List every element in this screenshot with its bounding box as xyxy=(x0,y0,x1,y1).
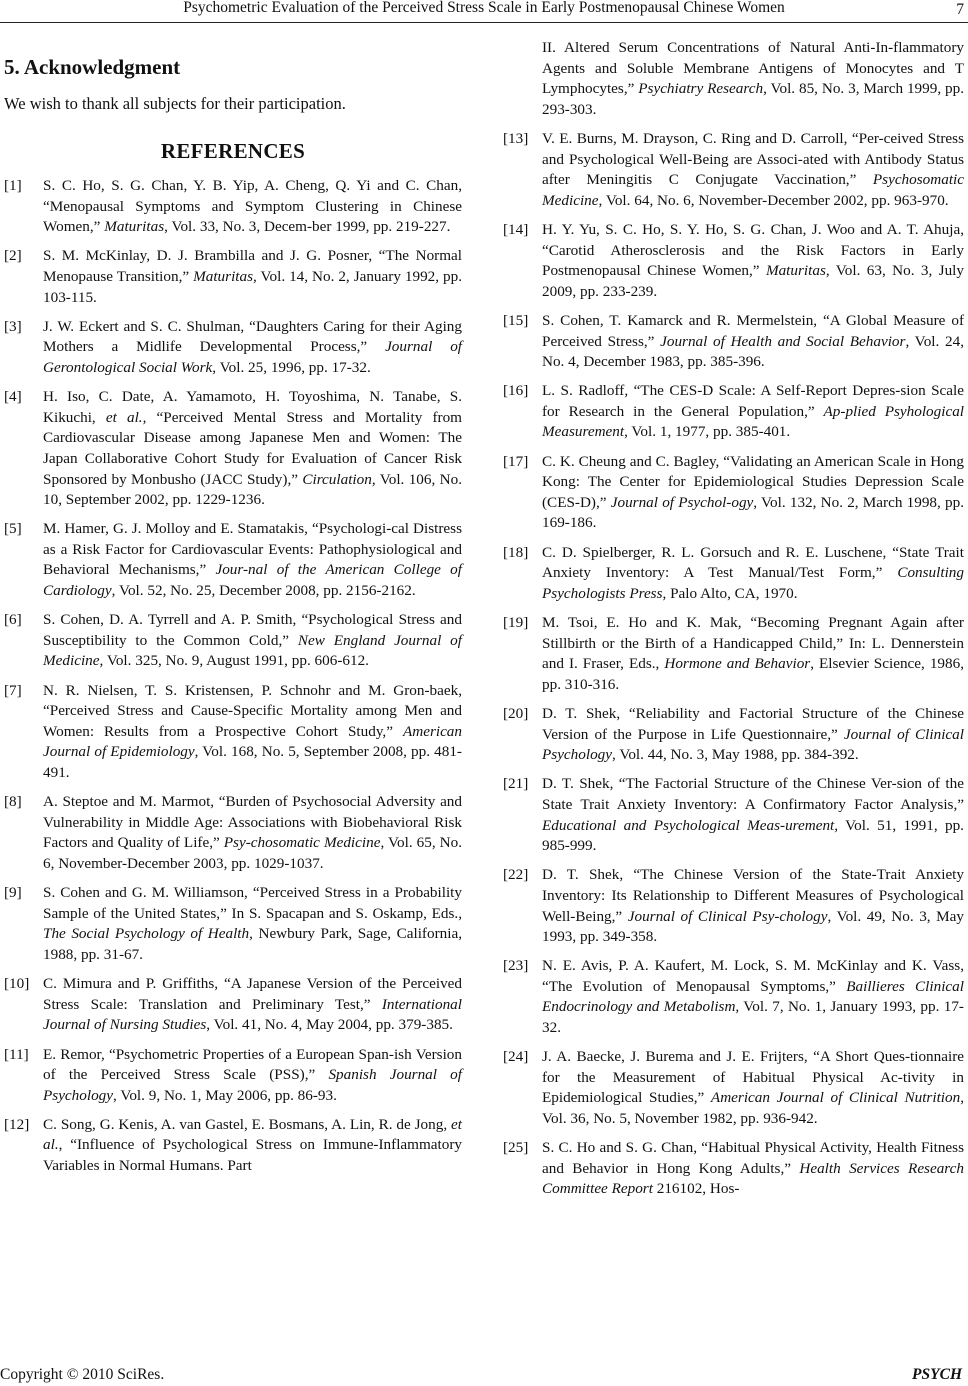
reference-text: , Vol. 106, No. 10, September 2002, pp. 1229-1236. xyxy=(43,470,462,509)
reference-entry xyxy=(4,681,462,784)
reference-number: [12] xyxy=(4,1115,30,1133)
reference-text: N. E. Avis, P. A. Kaufert, M. Lock, S. M. McKinlay and K. Vass, “The Evolution of Menopausal Symptoms,” xyxy=(542,957,964,995)
reference-entry xyxy=(503,865,964,947)
reference-italic-text: Maturitas xyxy=(193,267,254,285)
reference-entry xyxy=(503,129,964,211)
reference-entry xyxy=(4,792,462,874)
acknowledgment-text: We wish to thank all subjects for their participation. xyxy=(4,94,346,113)
reference-italic-text: Hormone and Behavior xyxy=(664,655,811,673)
reference-text: , Vol. 65, No. 6, November-December 2003, pp. 1029-1037. xyxy=(43,834,462,872)
reference-text: , Elsevier Science, 1986, pp. 310-316. xyxy=(542,655,965,693)
reference-number: [13] xyxy=(503,129,529,147)
reference-number: [7] xyxy=(4,681,22,699)
reference-text: , Vol. 41, No. 4, May 2004, pp. 379-385. xyxy=(206,1016,453,1034)
reference-italic-text: Consulting Psychologists Press xyxy=(542,564,964,602)
copyright-notice: Copyright © 2010 SciRes. xyxy=(0,1366,165,1383)
reference-italic-text: Journal of Gerontological Social Work xyxy=(43,338,463,376)
reference-number: [9] xyxy=(4,884,22,902)
reference-number: [21] xyxy=(503,775,529,793)
reference-text: , Vol. 64, No. 6, November-December 2002, pp. 963-970. xyxy=(598,191,949,209)
reference-text: J. W. Eckert and S. C. Shulman, “Daughters Caring for their Aging Mothers a Midlife Developmental Process,” xyxy=(43,317,462,356)
reference-entry xyxy=(503,1047,964,1129)
reference-text: , Vol. 168, No. 5, September 2008, pp. 481-491. xyxy=(43,743,462,781)
reference-text: , Vol. 63, No. 3, July 2009, pp. 233-239. xyxy=(542,262,964,300)
acknowledgment-heading: 5. Acknowledgment xyxy=(4,55,181,79)
reference-italic-text: Baillieres Clinical Endocrinology and Metabolism xyxy=(542,977,964,1016)
reference-entry xyxy=(4,176,462,238)
reference-italic-text: Journal of Clinical Psy-chology xyxy=(627,907,828,925)
reference-number: [16] xyxy=(503,382,529,400)
reference-text: , Vol. 1, 1977, pp. 385-401. xyxy=(624,423,791,441)
reference-italic-text: New England Journal of Medicine xyxy=(43,631,462,670)
reference-text: , Vol. 24, No. 4, December 1983, pp. 385-396. xyxy=(542,332,964,371)
reference-number: [25] xyxy=(503,1139,529,1157)
reference-entry xyxy=(503,1138,964,1200)
reference-text: C. Mimura and P. Griffiths, “A Japanese Version of the Perceived Stress Scale: Translation and Preliminary Test,” xyxy=(43,975,462,1013)
reference-text: S. Cohen, D. A. Tyrrell and A. P. Smith, “Psychological Stress and Susceptibility to the Common Cold,” xyxy=(43,611,462,649)
reference-entry xyxy=(4,1115,462,1177)
reference-text: S. C. Ho and S. G. Chan, “Habitual Physical Activity, Health Fitness and Behavior in Hong Kong Adults,” xyxy=(542,1139,964,1177)
reference-text: J. A. Baecke, J. Burema and J. E. Frijters, “A Short Ques-tionnaire for the Measurement of Habitual Physical Ac-tivity in Epidemiological Studies,” xyxy=(542,1048,964,1107)
reference-italic-text: Maturitas xyxy=(765,262,826,280)
reference-number: [3] xyxy=(4,317,22,335)
reference-number: [18] xyxy=(503,543,529,561)
reference-number: [2] xyxy=(4,247,22,265)
reference-text: M. Hamer, G. J. Molloy and E. Stamatakis, “Psychologi-cal Distress as a Risk Factor for Cardiovascular Events: Pathophysiological and Behavioral Mechanisms,” xyxy=(43,520,462,579)
reference-entry xyxy=(4,317,462,379)
reference-text: S. Cohen and G. M. Williamson, “Perceived Stress in a Probability Sample of the United States,” In S. Spacapan and S. Oskamp, Eds., xyxy=(43,884,462,922)
reference-number: [23] xyxy=(503,957,529,975)
reference-text: C. K. Cheung and C. Bagley, “Validating an American Scale in Hong Kong: The Center for Epidemiological Studies Depression Scale (CES-D),” xyxy=(542,452,964,511)
reference-italic-text: Health Services Research Committee Report xyxy=(542,1159,964,1198)
reference-text: , Vol. 7, No. 1, January 1993, pp. 17-32. xyxy=(542,998,964,1037)
reference-italic-text: Psychiatry Research xyxy=(638,80,764,98)
reference-text: , Vol. 25, 1996, pp. 17-32. xyxy=(212,358,371,376)
reference-italic-text: Psy-chosomatic Medicine xyxy=(223,834,381,852)
reference-text: D. T. Shek, “Reliability and Factorial Structure of the Chinese Version of the Purpose in Life Questionnaire,” xyxy=(542,704,964,743)
reference-entry xyxy=(4,387,462,511)
reference-italic-text: American Journal of Epidemiology xyxy=(43,722,462,761)
reference-text: 216102, Hos- xyxy=(652,1180,740,1198)
reference-entry xyxy=(503,956,964,1038)
reference-italic-text: Psychosomatic Medicine xyxy=(542,171,964,209)
reference-number: [15] xyxy=(503,311,529,329)
reference-text: D. T. Shek, “The Chinese Version of the State-Trait Anxiety Inventory: Its Relationship to Different Measures of Psychological Well-Being,” xyxy=(542,866,964,925)
reference-number: [6] xyxy=(4,611,22,629)
reference-text: II. Altered Serum Concentrations of Natural Anti-In-flammatory Agents and Soluble Membrane Antigens of Monocytes and T Lymphocytes,” xyxy=(542,39,964,98)
reference-entry xyxy=(4,246,462,308)
page-number: 7 xyxy=(956,1,964,18)
reference-text: S. C. Ho, S. G. Chan, Y. B. Yip, A. Cheng, Q. Yi and C. Chan, “Menopausal Symptoms and Symptom Clustering in Chinese Women,” xyxy=(43,177,462,236)
reference-entry xyxy=(4,1045,462,1107)
reference-list-left-column xyxy=(4,176,462,1185)
header-rule xyxy=(0,22,968,23)
reference-italic-text: Journal of Clinical Psychology xyxy=(542,725,964,764)
reference-entry xyxy=(4,610,462,672)
reference-number: [10] xyxy=(4,975,30,993)
reference-text: H. Iso, C. Date, A. Yamamoto, H. Toyoshima, N. Tanabe, S. Kikuchi, xyxy=(43,388,462,426)
reference-italic-text: Educational and Psychological Meas-urement xyxy=(542,816,835,834)
reference-text: , Vol. 85, No. 3, March 1999, pp. 293-303. xyxy=(542,80,964,118)
running-title: Psychometric Evaluation of the Perceived Stress Scale in Early Postmenopausal Chinese Women xyxy=(183,0,785,16)
reference-number: [17] xyxy=(503,452,529,470)
reference-text: , Vol. 51, 1991, pp. 985-999. xyxy=(542,816,964,855)
reference-text: , Vol. 14, No. 2, January 1992, pp. 103-115. xyxy=(43,267,462,306)
reference-text: , Newbury Park, Sage, California, 1988, pp. 31-67. xyxy=(43,925,462,963)
reference-entry xyxy=(503,381,964,443)
reference-text: V. E. Burns, M. Drayson, C. Ring and D. Carroll, “Per-ceived Stress and Psychological Well-Being are Associ-ated with Antibody Status after Meningitis C Conjugate Vaccination,” xyxy=(542,129,964,189)
reference-text: L. S. Radloff, “The CES-D Scale: A Self-Report Depres-sion Scale for Research in the General Population,” xyxy=(542,382,964,420)
reference-text: , Vol. 44, No. 3, May 1988, pp. 384-392. xyxy=(612,746,859,764)
reference-number: [5] xyxy=(4,520,22,538)
reference-entry xyxy=(503,774,964,856)
reference-text: C. D. Spielberger, R. L. Gorsuch and R. E. Luschene, “State Trait Anxiety Inventory: A Test Manual/Test Form,” xyxy=(542,543,964,582)
reference-number: [1] xyxy=(4,177,22,194)
reference-number: [22] xyxy=(503,866,529,884)
reference-entry xyxy=(503,704,964,766)
reference-text: S. Cohen, T. Kamarck and R. Mermelstein, “A Global Measure of Perceived Stress,” xyxy=(542,311,964,350)
reference-italic-text: The Social Psychology of Health xyxy=(43,925,250,943)
reference-text: , Vol. 132, No. 2, March 1998, pp. 169-186. xyxy=(542,493,965,532)
reference-italic-text: et al. xyxy=(105,408,143,426)
reference-number: [8] xyxy=(4,793,22,811)
reference-text: S. M. McKinlay, D. J. Brambilla and J. G. Posner, “The Normal Menopause Transition,” xyxy=(43,247,462,285)
reference-text: A. Steptoe and M. Marmot, “Burden of Psychosocial Adversity and Vulnerability in Middle Age: Associations with Biobehavioral Risk Factors and Quality of Life,” xyxy=(43,793,462,852)
reference-continuation xyxy=(503,38,964,120)
reference-number: [19] xyxy=(503,614,529,631)
reference-number: [4] xyxy=(4,388,22,406)
reference-text: M. Tsoi, E. Ho and K. Mak, “Becoming Pregnant Again after Stillbirth or the Birth of a Handicapped Child,” In: L. Dennerstein and I. Fraser, Eds., xyxy=(542,614,964,673)
reference-text: E. Remor, “Psychometric Properties of a European Span-ish Version of the Perceived Stress Scale (PSS),” xyxy=(43,1045,462,1084)
reference-italic-text: Jour-nal of the American College of Cardiology xyxy=(43,561,462,600)
reference-entry xyxy=(4,519,462,601)
reference-list-right-column xyxy=(503,38,964,1209)
page-header xyxy=(0,0,968,22)
reference-text: , “Perceived Mental Stress and Mortality from Cardiovascular Disease among Japanese Men and Women: The Japan Collaborative Cohort Study for Evaluation of Cancer Risk Sponsored by Monbusho (JACC Study),” xyxy=(43,408,462,488)
reference-italic-text: Maturitas xyxy=(104,218,165,236)
reference-italic-text: Journal of Health and Social Behavior xyxy=(660,332,906,350)
reference-entry xyxy=(4,974,462,1036)
reference-italic-text: International Journal of Nursing Studies xyxy=(43,995,462,1034)
reference-italic-text: Spanish Journal of Psychology xyxy=(43,1066,462,1104)
reference-italic-text: Ap-plied Psyhological Measurement xyxy=(542,402,965,441)
reference-text: D. T. Shek, “The Factorial Structure of the Chinese Ver-sion of the State Trait Anxiety Inventory: A Confirmatory Factor Analysis,” xyxy=(542,775,964,813)
reference-entry xyxy=(4,883,462,965)
reference-entry xyxy=(503,543,964,605)
reference-entry xyxy=(503,220,964,302)
journal-abbreviation: PSYCH xyxy=(912,1366,962,1383)
reference-number: [11] xyxy=(4,1045,29,1063)
reference-entry xyxy=(503,452,964,534)
page-footer xyxy=(0,1366,968,1386)
reference-text: , Vol. 36, No. 5, November 1982, pp. 936-942. xyxy=(542,1089,964,1128)
reference-text: , Vol. 325, No. 9, August 1991, pp. 606-612. xyxy=(99,652,369,670)
reference-text: H. Y. Yu, S. C. Ho, S. Y. Ho, S. G. Chan, J. Woo and A. T. Ahuja, “Carotid Atherosclerosis and the Risk Factors in Early Postmenopausal Chinese Women,” xyxy=(542,220,964,280)
reference-text: N. R. Nielsen, T. S. Kristensen, P. Schnohr and M. Gron-baek, “Perceived Stress and Cause-Specific Mortality among Men and Women: Results from a Prospective Cohort Study,” xyxy=(43,681,462,740)
reference-text: , Palo Alto, CA, 1970. xyxy=(662,584,798,602)
reference-text: , “Influence of Psychological Stress on Immune-Inflammatory Variables in Normal Humans. Part xyxy=(43,1136,462,1175)
reference-text: , Vol. 9, No. 1, May 2006, pp. 86-93. xyxy=(113,1086,337,1104)
reference-text: , Vol. 52, No. 25, December 2008, pp. 2156-2162. xyxy=(111,582,416,600)
references-heading: REFERENCES xyxy=(160,139,306,163)
reference-text: , Vol. 33, No. 3, Decem-ber 1999, pp. 219-227. xyxy=(164,218,451,236)
reference-number: [24] xyxy=(503,1048,529,1066)
reference-italic-text: American Journal of Clinical Nutrition xyxy=(710,1089,961,1107)
reference-italic-text: Circulation xyxy=(302,470,372,488)
reference-italic-text: et al. xyxy=(43,1115,462,1154)
reference-text: , Vol. 49, No. 3, May 1993, pp. 349-358. xyxy=(542,907,965,946)
reference-entry xyxy=(503,613,964,695)
reference-entry xyxy=(503,311,964,373)
reference-number: [20] xyxy=(503,704,529,722)
reference-text: C. Song, G. Kenis, A. van Gastel, E. Bosmans, A. Lin, R. de Jong, xyxy=(43,1115,452,1133)
reference-italic-text: Journal of Psychol-ogy xyxy=(610,493,754,511)
reference-number: [14] xyxy=(503,220,529,238)
